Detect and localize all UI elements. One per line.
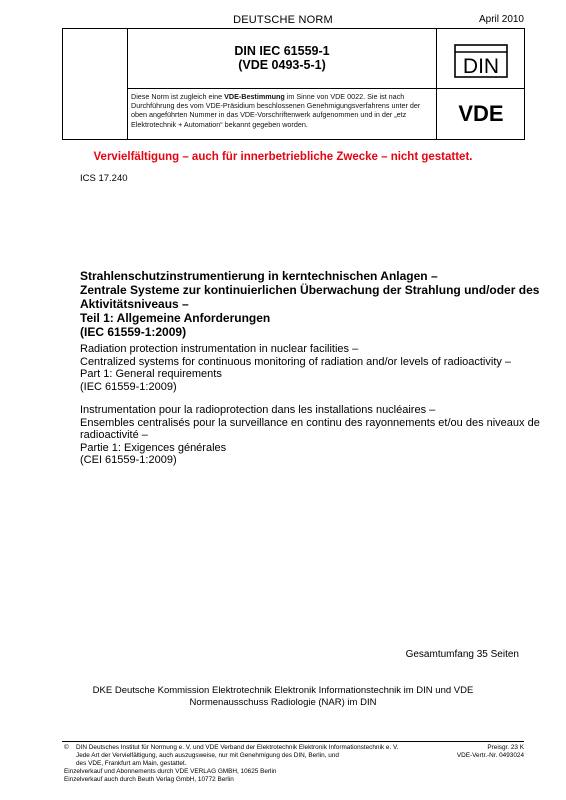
title-german-line: Strahlenschutzinstrumentierung in kerntechnischen Anlagen – <box>80 269 438 283</box>
din-logo-icon <box>454 44 508 78</box>
sales-line: Einzelverkauf und Abonnements durch VDE VERLAG GMBH, 10625 Berlin <box>64 768 277 775</box>
ics-code: ICS 17.240 <box>80 173 128 184</box>
vde-logo-text: VDE <box>458 101 504 126</box>
vde-notice <box>131 92 433 129</box>
committee-info <box>40 685 526 709</box>
title-german-line: Zentrale Systeme zur kontinuierlichen Überwachung der Strahlung und/oder des <box>80 283 540 297</box>
publication-date: April 2010 <box>478 14 524 25</box>
title-french-line: (CEI 61559-1:2009) <box>80 454 177 467</box>
committee-line: Normenausschuss Radiologie (NAR) im DIN <box>189 697 377 708</box>
copyright-symbol: © <box>64 744 69 751</box>
vde-logo-icon <box>440 100 522 126</box>
title-german <box>80 269 540 339</box>
committee-line: DKE Deutsche Kommission Elektrotechnik Elektronik Informationstechnik im DIN und VDE <box>92 685 474 696</box>
title-french-line: Instrumentation pour la radioprotection dans les installations nucléaires – <box>80 404 436 416</box>
din-logo-text: DIN <box>462 55 500 78</box>
reproduction-warning: Vervielfältigung – auch für innerbetriebliche Zwecke – nicht gestattet. <box>93 151 473 163</box>
sales-line: Einzelverkauf auch durch Beuth Verlag GmbH, 10772 Berlin <box>64 776 234 783</box>
sales-number: VDE-Vertr.-Nr. 0493024 <box>456 752 524 759</box>
vde-notice-pre: Diese Norm ist zugleich eine <box>131 92 225 101</box>
footer-rule <box>62 741 524 742</box>
copyright-line: Jede Art der Vervielfältigung, auch auszugsweise, nur mit Genehmigung des DIN, Berlin, und <box>76 752 339 759</box>
total-pages: Gesamtumfang 35 Seiten <box>405 649 519 660</box>
standard-number <box>128 44 436 72</box>
title-english-line: Radiation protection instrumentation in nuclear facilities – <box>80 343 359 355</box>
title-english-line: Centralized systems for continuous monitoring of radiation and/or levels of radioactivity – <box>80 355 512 368</box>
document-type-label: DEUTSCHE NORM <box>233 14 333 26</box>
footer-copyright <box>64 744 424 784</box>
copyright-line: des VDE, Frankfurt am Main, gestattet. <box>76 760 187 767</box>
title-french-line: radioactivité – <box>80 429 148 442</box>
title-block-divider-right <box>436 28 437 140</box>
price-group: Preisgr. 23 K <box>487 744 524 751</box>
title-german-line: Aktivitätsniveaus – <box>80 297 189 311</box>
title-german-line: (IEC 61559-1:2009) <box>80 325 187 339</box>
footer-pricing <box>424 744 524 760</box>
title-french <box>80 404 540 467</box>
vde-notice-bold: VDE-Bestimmung <box>224 92 285 101</box>
title-english <box>80 343 520 393</box>
title-english-line: Part 1: General requirements <box>80 368 222 381</box>
title-french-line: Partie 1: Exigences générales <box>80 441 227 454</box>
vde-notice-post: im Sinne von VDE 0022. Sie ist nach Durchführung des vom VDE-Präsidium beschlossenen Genehmigungsverfahrens unter der oben angeführten Nummer in das VDE-Vorschriftenwerk aufgenommen und in der „etz Elektrotechnik + Automation“ bekannt gegeben worden. <box>131 92 421 129</box>
copyright-line: DIN Deutsches Institut für Normung e. V. und VDE Verband der Elektrotechnik Elektronik Informationstechnik e. V. <box>76 744 399 751</box>
standard-number-din: DIN IEC 61559-1 <box>234 44 330 58</box>
title-english-line: (IEC 61559-1:2009) <box>80 380 177 393</box>
title-block-divider-middle <box>127 88 524 89</box>
title-german-line: Teil 1: Allgemeine Anforderungen <box>80 311 271 325</box>
title-french-line: Ensembles centralisés pour la surveillance en continu des rayonnements et/ou des niveaux de <box>80 416 540 429</box>
standard-number-vde: (VDE 0493-5-1) <box>238 58 326 72</box>
